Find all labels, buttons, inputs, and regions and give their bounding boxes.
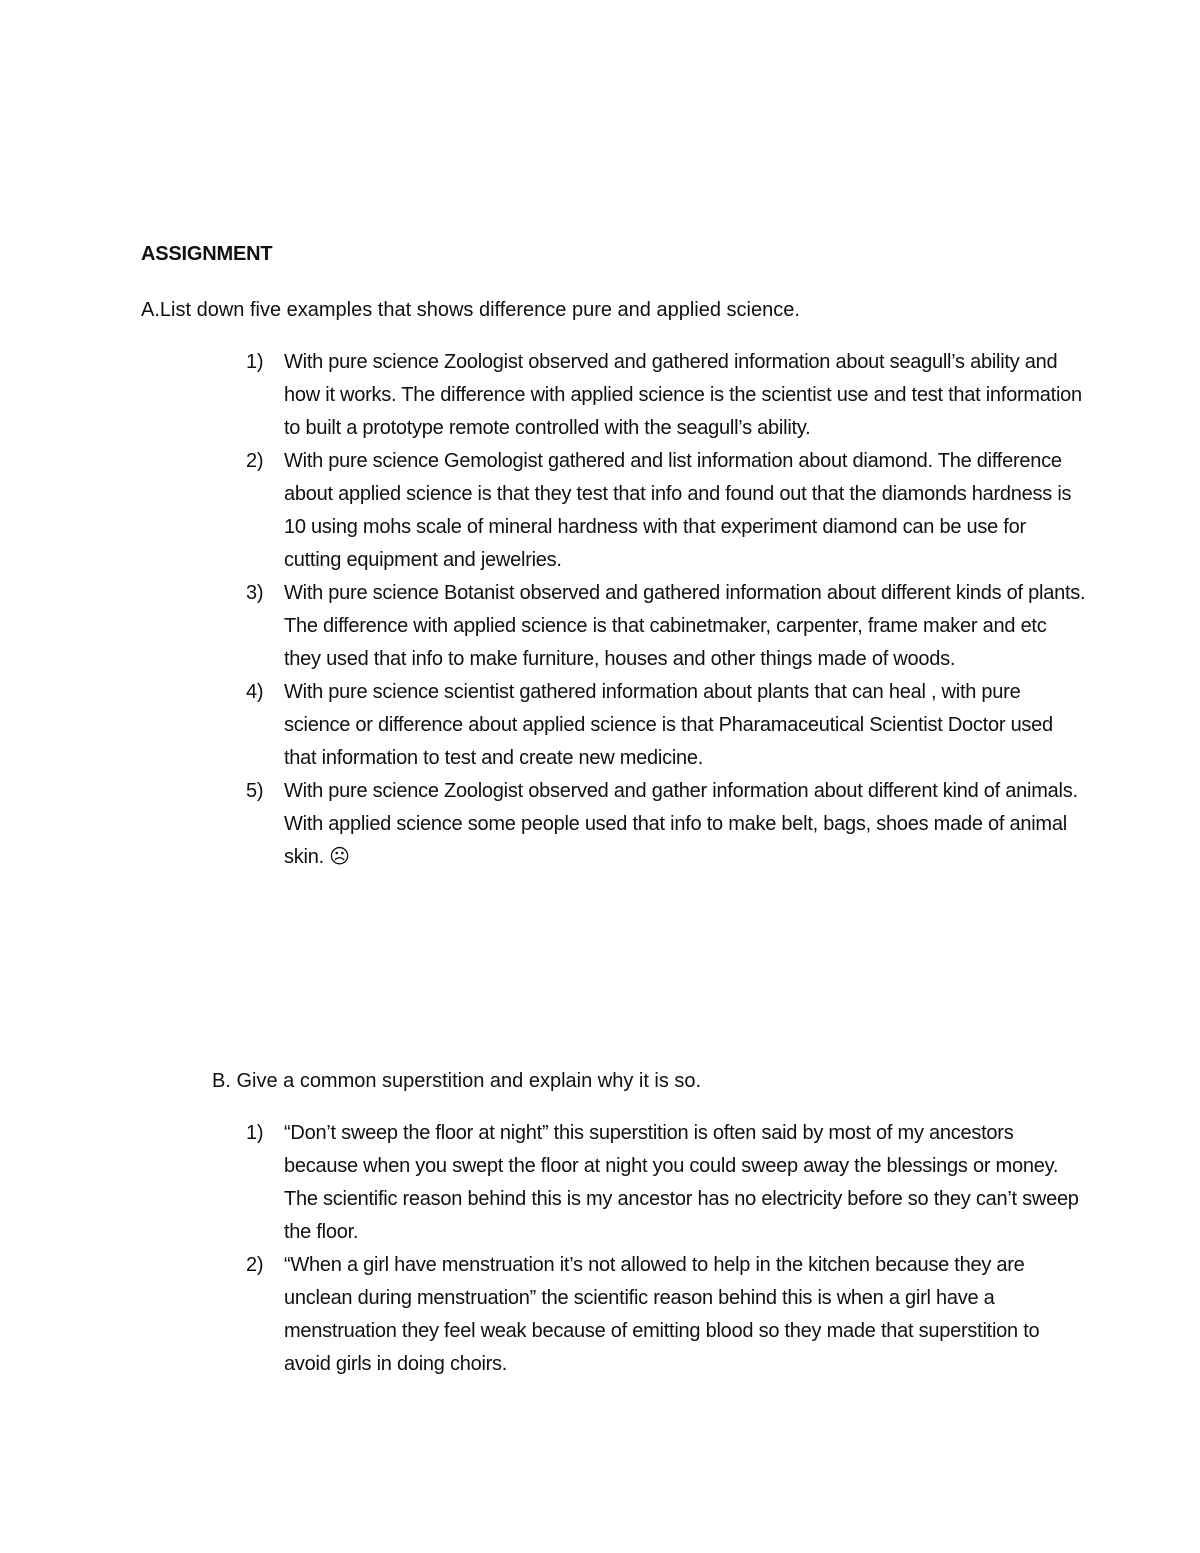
- list-item-text: With pure science Gemologist gathered and list information about diamond. The difference about applied science is that they test that info and found out that the diamonds hardness is 10 using mohs scale of mineral hardness with that experiment diamond can be use for cutting equipment and jewelries.: [284, 450, 1072, 571]
- list-item: [236, 1249, 1086, 1381]
- list-item: [236, 346, 1086, 445]
- list-item-number: 4): [246, 681, 264, 703]
- list-item: [236, 1117, 1086, 1249]
- list-item-text: With pure science Botanist observed and gathered information about different kinds of plants. The difference with applied science is that cabinetmaker, carpenter, frame maker and etc they used that info to make furniture, houses and other things made of woods.: [284, 582, 1086, 670]
- list-item: [236, 445, 1086, 577]
- list-item-number: 2): [246, 1254, 264, 1276]
- list-item: [236, 775, 1086, 874]
- list-item-text: “Don’t sweep the floor at night” this superstition is often said by most of my ancestors because when you swept the floor at night you could sweep away the blessings or money. The scientific reason behind this is my ancestor has no electricity before so they can’t sweep the floor.: [284, 1122, 1079, 1243]
- list-item-text: “When a girl have menstruation it’s not allowed to help in the kitchen because they are unclean during menstruation” the scientific reason behind this is when a girl have a menstruation they feel weak because of emitting blood so they made that superstition to avoid girls in doing choirs.: [284, 1254, 1040, 1375]
- list-item-number: 1): [246, 1122, 264, 1144]
- list-item-text: With pure science scientist gathered information about plants that can heal , with pure science or difference about applied science is that Pharamaceutical Scientist Doctor used that information to test and create new medicine.: [284, 681, 1053, 769]
- list-item: [236, 577, 1086, 676]
- list-item-number: 5): [246, 780, 264, 802]
- list-item-number: 2): [246, 450, 264, 472]
- section-b-list: [236, 1117, 1086, 1381]
- document-title: ASSIGNMENT: [141, 243, 273, 265]
- section-a-heading: A.List down five examples that shows difference pure and applied science.: [141, 299, 800, 321]
- list-item-text: With pure science Zoologist observed and gathered information about seagull’s ability and how it works. The difference with applied science is the scientist use and test that information to built a prototype remote controlled with the seagull’s ability.: [284, 351, 1082, 439]
- section-a-list: [236, 346, 1086, 874]
- list-item-number: 3): [246, 582, 264, 604]
- list-item-text: With pure science Zoologist observed and gather information about different kind of animals. With applied science some people used that info to make belt, bags, shoes made of animal skin. ☹: [284, 780, 1078, 868]
- list-item-number: 1): [246, 351, 264, 373]
- list-item: [236, 676, 1086, 775]
- section-b-heading: B. Give a common superstition and explain why it is so.: [212, 1070, 702, 1092]
